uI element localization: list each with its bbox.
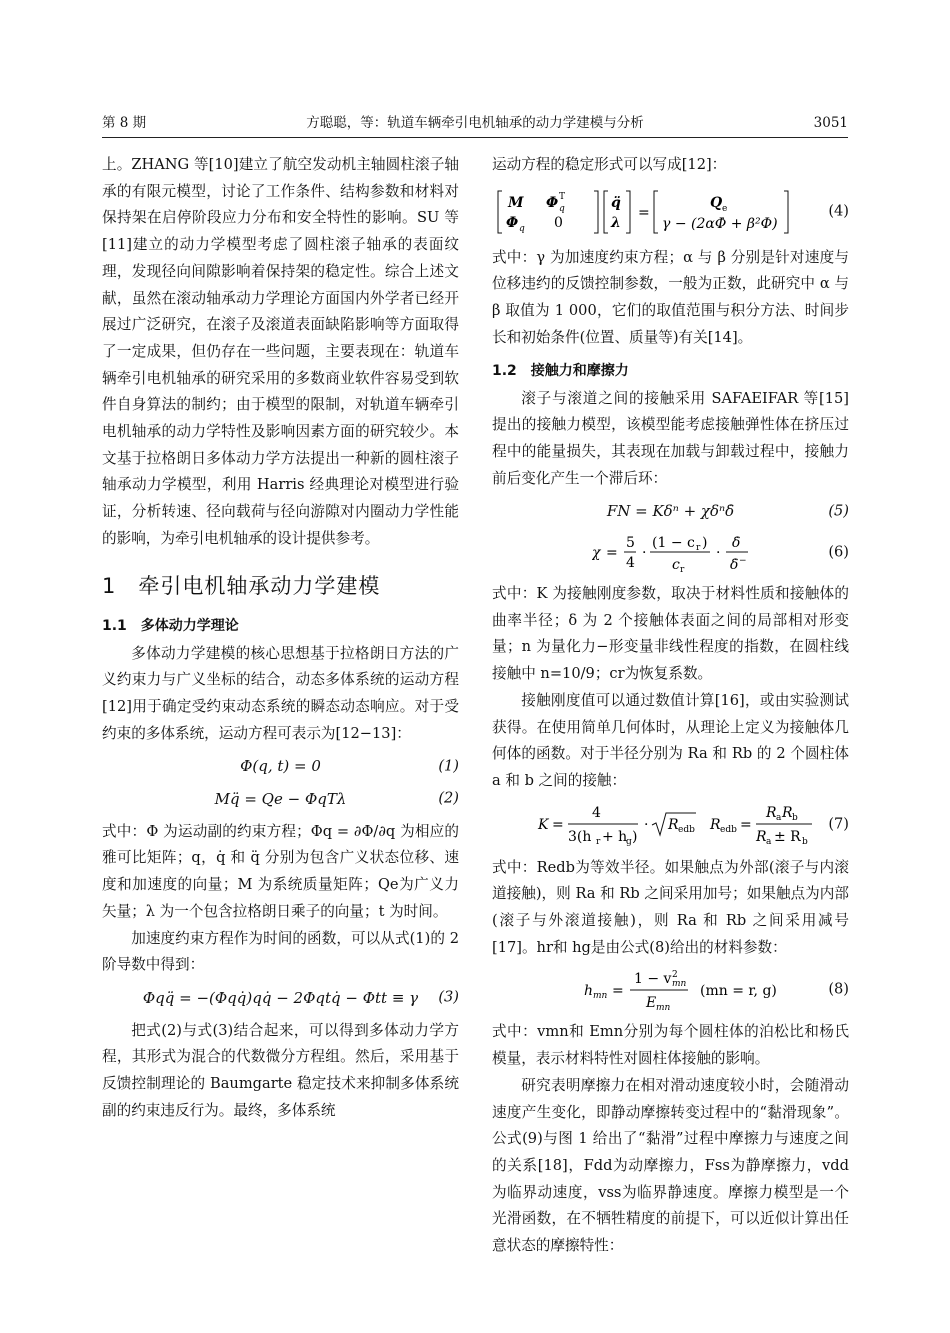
- paragraph: 研究表明摩擦力在相对滑动速度较小时，会随滑动速度产生变化，即静动摩擦转变过程中的“黏滑现象”。公式(9)与图 1 给出了“黏滑”过程中摩擦力与速度之间的关系[18]，Fdd为动摩擦力，Fss为静摩擦力，vdd为临界动速度，vss为临界静速度。摩擦力模型是一个光滑函数，在不牺牲精度的前提下，可以近似计算出任意状态的摩擦特性：: [492, 1076, 849, 1255]
- equation-1-body: Φ(q, t) = 0: [240, 757, 321, 776]
- svg-text:=: =: [740, 816, 752, 833]
- svg-text:K: K: [538, 816, 549, 833]
- equation-3-body: Φqq̈ = −(Φqq̇)qq̇ − 2Φqtq̇ − Φtt ≡ γ: [142, 988, 419, 1007]
- left-column: [102, 152, 459, 1125]
- svg-text:R: R: [710, 816, 721, 833]
- paragraph: 式中：γ 为加速度约束方程；α 与 β 分别是针对速度与位移违约的反馈控制参数，一般为正数，此研究中 α 与 β 取值为 1 000，它们的取值范围与积分方法、时间步长和初始条件(位置、质量等)有关[14]。: [492, 248, 849, 346]
- svg-text:2: 2: [672, 970, 678, 981]
- svg-text:·: ·: [716, 545, 721, 562]
- equation-number: (6): [828, 543, 849, 561]
- svg-text:4: 4: [626, 555, 635, 572]
- svg-text:a: a: [776, 812, 782, 823]
- svg-text:g: g: [626, 836, 632, 847]
- svg-text:=: =: [638, 204, 650, 221]
- svg-text:+ h: + h: [602, 828, 628, 845]
- svg-text:r: r: [680, 565, 685, 576]
- svg-text:): ): [702, 535, 708, 552]
- header-rule: [102, 137, 848, 138]
- equation-5-body: FN = Kδⁿ + χδⁿδ̇: [606, 502, 735, 521]
- svg-text:(1 − c: (1 − c: [652, 535, 695, 552]
- paragraph: 式中：vmn和 Emn分别为每个圆柱体的泊松比和杨氏模量，表示材料特性对圆柱体接触的影响。: [492, 1023, 849, 1068]
- equation-2-body: Mq̈ = Qe − ΦqTλ: [214, 790, 347, 809]
- equation-3: [102, 985, 459, 1012]
- svg-text:e: e: [722, 203, 728, 214]
- paragraph: 把式(2)与式(3)结合起来，可以得到多体动力学方程，其形式为混合的代数微分方程组。然后，采用基于反馈控制理论的 Baumgarte 稳定技术来抑制多体系统副的约束违反行为。最终，多体系统: [102, 1021, 459, 1119]
- svg-text:E: E: [646, 995, 657, 1012]
- svg-text:R: R: [756, 828, 767, 845]
- svg-text:=: =: [552, 816, 564, 833]
- svg-text:): ): [632, 828, 638, 845]
- svg-text:q̈: q̈: [611, 194, 621, 211]
- svg-text:edb: edb: [720, 824, 737, 835]
- svg-text:=: =: [612, 983, 624, 1000]
- equation-2: [102, 786, 459, 813]
- svg-text:b: b: [792, 812, 798, 823]
- svg-text:·: ·: [644, 816, 649, 833]
- equation-number: (5): [828, 502, 849, 520]
- svg-text:T: T: [559, 191, 566, 202]
- svg-text:h: h: [584, 983, 594, 1000]
- svg-text:λ: λ: [611, 214, 621, 231]
- svg-text:Φ: Φ: [506, 214, 519, 231]
- paragraph: 加速度约束方程作为时间的函数，可以从式(1)的 2 阶导数中得到：: [102, 929, 459, 974]
- equation-number: (2): [438, 790, 459, 808]
- equation-5: [492, 498, 849, 525]
- svg-text:δ̇: δ̇: [730, 557, 739, 574]
- svg-text:−: −: [739, 556, 747, 567]
- equation-4-graphic: [496, 185, 796, 239]
- svg-text:edb: edb: [678, 824, 695, 835]
- svg-text:5: 5: [626, 535, 635, 552]
- paragraph: 式中：Redb为等效半径。如果触点为外部(滚子与内滚道接触)，则 Ra 和 Rb 之间采用加号；如果触点为内部(滚子与外滚道接触)，则 Ra 和 Rb 之间采用减号[17]。hr和 hg是由公式(8)给出的材料参数：: [492, 858, 849, 956]
- svg-text:r: r: [696, 543, 701, 554]
- svg-text:3(h: 3(h: [568, 828, 592, 845]
- svg-text:·: ·: [642, 545, 647, 562]
- section-1-2-heading: 1.2 接触力和摩擦力: [492, 362, 629, 379]
- svg-text:mn: mn: [593, 991, 608, 1002]
- right-column: [492, 152, 849, 1260]
- svg-text:b: b: [802, 836, 808, 847]
- svg-text:δ̇: δ̇: [732, 535, 741, 552]
- equation-number: (4): [828, 202, 849, 220]
- equation-number: (8): [828, 981, 849, 999]
- paragraph: 式中：K 为接触刚度参数，取决于材料性质和接触体的曲率半径；δ 为 2 个接触体表面之间的局部相对形变量；n 为量化力−形变量非线性程度的指数，在圆柱线接触中 n=10/9；cr为恢复系数。: [492, 585, 849, 683]
- svg-text:R: R: [766, 804, 777, 821]
- svg-text:1 − v: 1 − v: [634, 971, 672, 988]
- svg-text:M: M: [508, 194, 524, 211]
- svg-text:4: 4: [592, 804, 601, 821]
- equation-number: (1): [438, 757, 459, 775]
- equation-8-graphic: [584, 967, 784, 1013]
- section-1-1-heading: 1.1 多体动力学理论: [102, 617, 239, 634]
- running-title: 方聪聪，等：轨道车辆牵引电机轴承的动力学建模与分析: [306, 115, 644, 131]
- svg-text:=: =: [606, 545, 618, 562]
- equation-7: [492, 801, 849, 849]
- issue-number: 第 8 期: [102, 115, 147, 131]
- svg-text:R: R: [782, 804, 793, 821]
- equation-number: (7): [828, 815, 849, 833]
- svg-text:χ: χ: [592, 545, 601, 562]
- svg-text:a: a: [766, 836, 772, 847]
- paragraph: 运动方程的稳定形式可以写成[12]：: [492, 156, 727, 173]
- svg-text:(mn = r, g): (mn = r, g): [700, 983, 777, 1000]
- equation-6-graphic: [592, 531, 792, 575]
- equation-4: [492, 185, 849, 239]
- svg-text:mn: mn: [672, 979, 687, 990]
- svg-text:Φ: Φ: [546, 194, 559, 211]
- svg-text:0: 0: [554, 214, 563, 231]
- equation-8: [492, 967, 849, 1013]
- svg-text:R: R: [668, 816, 679, 833]
- section-1-heading: 1 牵引电机轴承动力学建模: [102, 573, 381, 598]
- svg-text:c: c: [672, 557, 680, 574]
- running-header: [102, 112, 848, 134]
- paragraph: 多体动力学建模的核心思想基于拉格朗日方法的广义约束力与广义坐标的结合，动态多体系统的运动方程[12]用于确定受约束动态系统的瞬态动态响应。对于受约束的多体系统，运动方程可表示为[12−13]：: [102, 644, 459, 742]
- svg-text:± R: ± R: [774, 828, 801, 845]
- svg-text:q: q: [519, 223, 525, 234]
- paragraph: 式中：Φ 为运动副的约束方程；Φq = ∂Φ/∂q 为相应的雅可比矩阵；q，q̇ 和 q̈ 分别为包含广义状态位移、速度和加速度的向量；M 为系统质量矩阵；Qe为广义力矢量；λ 为一个包含拉格朗日乘子的向量；t 为时间。: [102, 822, 459, 920]
- svg-text:Q: Q: [710, 194, 723, 211]
- svg-text:r: r: [596, 836, 601, 847]
- svg-text:mn: mn: [656, 1003, 671, 1014]
- equation-1: [102, 753, 459, 780]
- paragraph: 接触刚度值可以通过数值计算[16]，或由实验测试获得。在使用简单几何体时，从理论上定义为接触体几何体的函数。对于半径分别为 Ra 和 Rb 的 2 个圆柱体 a 和 b 之间的接触：: [492, 691, 849, 789]
- svg-text:γ − (2αΦ̇ + β²Φ): γ − (2αΦ̇ + β²Φ): [662, 215, 778, 232]
- paragraph: 滚子与滚道之间的接触采用 SAFAEIFAR 等[15]提出的接触力模型，该模型能考虑接触弹性体在挤压过程中的能量损失，其表现在加载与卸载过程中，接触力前后变化产生一个滞后环：: [492, 389, 849, 487]
- page-number: 3051: [813, 115, 848, 131]
- svg-text:q: q: [559, 203, 565, 214]
- equation-7-graphic: [532, 801, 832, 849]
- equation-6: [492, 531, 849, 575]
- intro-paragraph: 上。ZHANG 等[10]建立了航空发动机主轴圆柱滚子轴承的有限元模型，讨论了工作条件、结构参数和材料对保持架在启停阶段应力分布和安全特性的影响。SU 等[11]建立的动力学模型考虑了圆柱滚子轴承的表面纹理，发现径向间隙影响着保持架的稳定性。综合上述文献，虽然在滚动轴承动力学理论方面国内外学者已经开展过广泛研究，在滚子及滚道表面缺陷影响等方面取得了一定成果，但仍存在一些问题，主要表现在：轨道车辆牵引电机轴承的研究采用的多数商业软件容易受到软件自身算法的制约；由于模型的限制，对轨道车辆牵引电机轴承的动力学特性及影响因素方面的研究较少。本文基于拉格朗日多体动力学方法提出一种新的圆柱滚子轴承动力学模型，利用 Harris 经典理论对模型进行验证，分析转速、径向载荷与径向游隙对内圈动力学性能的影响，为牵引电机轴承的设计提供参考。: [102, 156, 459, 547]
- equation-number: (3): [438, 988, 459, 1006]
